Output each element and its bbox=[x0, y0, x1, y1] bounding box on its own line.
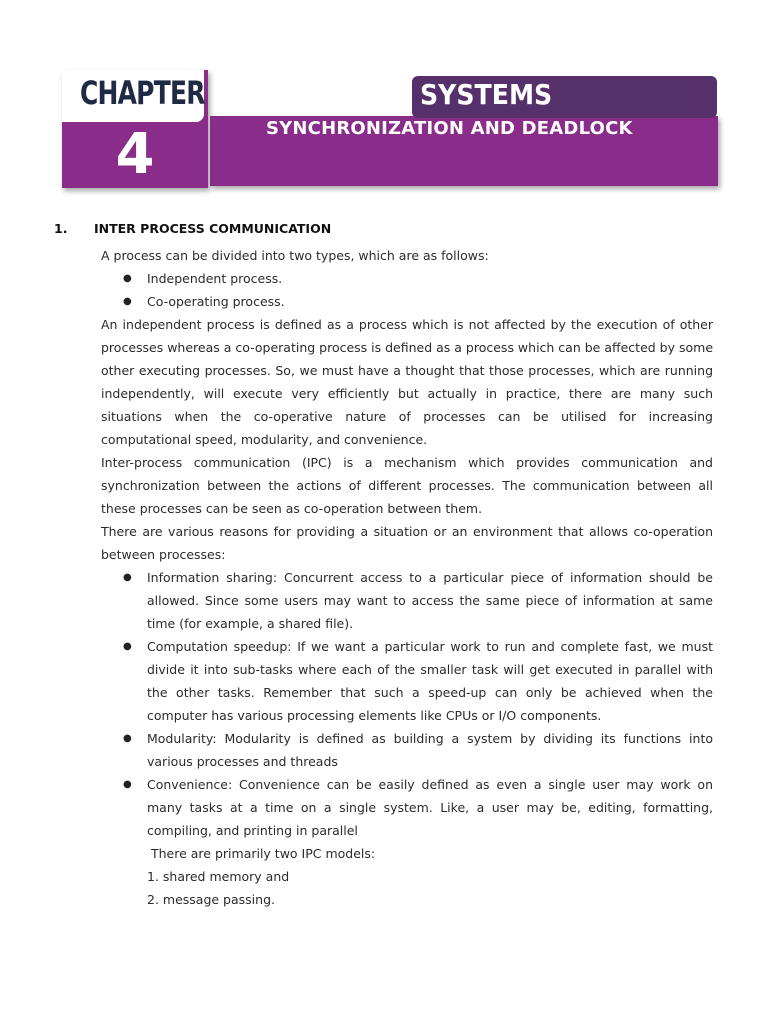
chapter-subtitle: SYNCHRONIZATION AND DEADLOCK bbox=[266, 118, 633, 139]
body-paragraph: An independent process is defined as a process which is not affected by the execution of other processes whereas a co-operating process is defined as a process which can be affected by some other executing processes. So, we must have a thought that those processes, which are running independently, will execute very efficiently but actually in practice, there are many such situations when the co-operative nature of processes can be utilised for increasing computational speed, modularity, and convenience. bbox=[101, 317, 714, 447]
list-item: ● Computation speedup: If we want a particular work to run and complete fast, we must divide it into sub-tasks where each of the smaller task will get executed in parallel with the other tasks. Remember that such a speed-up can only be achieved when the computer has various processing elements like CPUs or I/O components. bbox=[101, 635, 713, 727]
list-item: ● Convenience: Convenience can be easily defined as even a single user may work on many tasks at a time on a single system. Like, a user may be, editing, formatting, compiling, and printing in parallel bbox=[101, 773, 713, 842]
intro-paragraph: A process can be divided into two types, which are as follows: bbox=[101, 248, 489, 263]
section-title: INTER PROCESS COMMUNICATION bbox=[94, 221, 332, 236]
model-item: 2. message passing. bbox=[147, 892, 275, 907]
body-paragraph: There are various reasons for providing a situation or an environment that allows co-operation between processes: bbox=[101, 524, 713, 562]
section-number: 1. bbox=[54, 221, 68, 236]
list-item: ● Information sharing: Concurrent access to a particular piece of information should be allowed. Since some users may want to access the same piece of information at same time (for example, a shared file). bbox=[101, 566, 713, 635]
process-types-list bbox=[101, 267, 713, 313]
section-tab-label: SYSTEMS bbox=[420, 78, 553, 111]
list-item: ● Modularity: Modularity is defined as building a system by dividing its functions into various processes and threads bbox=[101, 727, 713, 773]
section-body bbox=[101, 244, 713, 911]
body-paragraph: Inter-process communication (IPC) is a mechanism which provides communication and synchronization between the actions of different processes. The communication between all these processes can be seen as co-operation between them. bbox=[101, 455, 713, 516]
chapter-number: 4 bbox=[115, 122, 155, 187]
list-item: ● Independent process. bbox=[101, 267, 713, 290]
model-item: 1. shared memory and bbox=[147, 869, 290, 884]
list-item: ● Co-operating process. bbox=[101, 290, 713, 313]
chapter-label: CHAPTER bbox=[80, 74, 205, 112]
ipc-models bbox=[101, 842, 713, 911]
models-intro: There are primarily two IPC models: bbox=[151, 846, 376, 861]
reasons-list bbox=[101, 566, 713, 842]
section-heading bbox=[54, 221, 331, 236]
